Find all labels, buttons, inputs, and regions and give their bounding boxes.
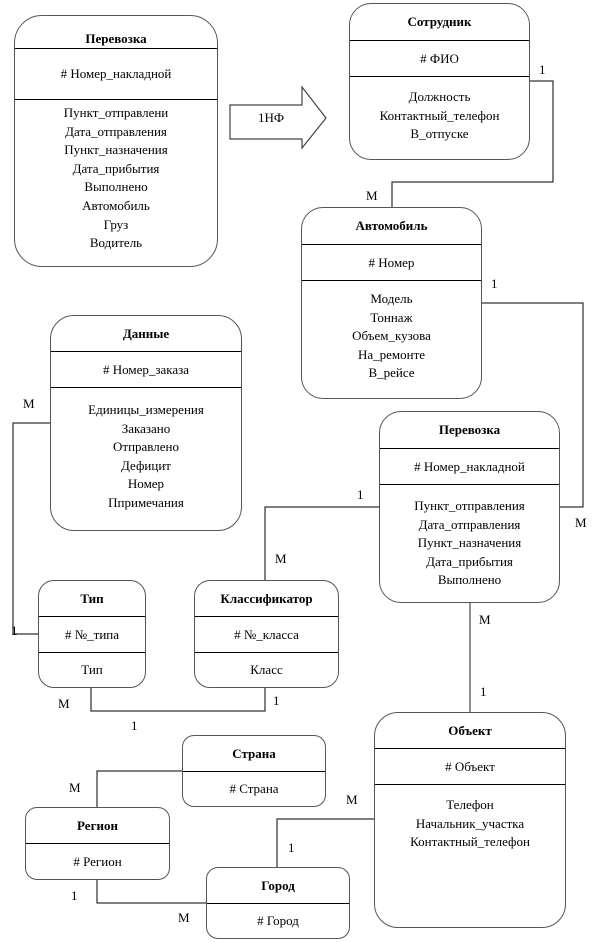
entity-attributes [380, 485, 559, 602]
cardinality-label: 1 [131, 718, 138, 733]
attribute: Дата_прибытия [72, 160, 160, 176]
line-tip-klassifikator [91, 688, 265, 711]
entity-key: # Номер_накладной [15, 49, 217, 100]
attribute: Выполнено [437, 572, 502, 587]
entity-perevozka-source[interactable] [14, 15, 218, 267]
cardinality-label: 1 [11, 623, 18, 638]
entity-title: Регион [26, 808, 169, 844]
attribute: В_рейсе [368, 365, 415, 380]
cardinality-label: 1 [357, 487, 364, 502]
attribute: Объем_кузова [352, 328, 431, 343]
cardinality-label: M [346, 792, 358, 807]
attribute: Тип [81, 662, 103, 677]
attribute: Единицы_измерения [88, 402, 204, 417]
entity-attributes [15, 100, 217, 266]
entity-attributes [375, 785, 565, 927]
cardinality-label: 1 [480, 684, 487, 699]
entity-title: Страна [183, 736, 325, 772]
entity-klassifikator[interactable] [194, 580, 339, 688]
entity-key: # Номер_накладной [380, 449, 559, 485]
line-perevozka-klassifikator [265, 507, 380, 580]
attribute: Телефон [446, 797, 494, 812]
entity-title: Объект [375, 713, 565, 749]
attribute: Класс [250, 662, 283, 677]
entity-attributes [51, 388, 241, 530]
line-strana-region [97, 771, 182, 807]
entity-title: Классификатор [195, 581, 338, 617]
entity-key: # Объект [375, 749, 565, 785]
entity-key: # №_типа [39, 617, 145, 653]
entity-key: # Страна [229, 781, 279, 796]
attribute: Модель [370, 291, 413, 306]
cardinality-label: 1 [71, 888, 78, 903]
attribute: Дефицит [121, 457, 171, 473]
attribute: В_отпуске [410, 126, 469, 141]
cardinality-label: M [23, 396, 35, 411]
entity-perevozka[interactable] [379, 411, 560, 603]
attribute: Груз [103, 216, 129, 232]
entity-dannye[interactable] [50, 315, 242, 531]
entity-title: Перевозка [15, 16, 217, 49]
entity-title: Город [207, 868, 349, 904]
entity-attributes [350, 77, 529, 159]
attribute: Начальник_участка [415, 815, 525, 831]
attribute: Пункт_отправления [414, 498, 525, 513]
entity-tip[interactable] [38, 580, 146, 688]
attribute: Водитель [89, 235, 143, 251]
entity-key: # ФИО [350, 41, 529, 77]
attribute: Дата_отправления [65, 123, 167, 139]
entity-key: # Регион [73, 853, 122, 869]
attribute: Номер [127, 476, 165, 491]
entity-sotrudnik[interactable] [349, 3, 530, 160]
entity-key: # №_класса [195, 617, 338, 653]
entity-avtomobil[interactable] [301, 207, 482, 399]
attribute: Тоннаж [370, 309, 413, 325]
entity-strana[interactable] [182, 735, 326, 807]
transition-label: 1НФ [258, 110, 285, 125]
attribute: Заказано [121, 420, 171, 436]
attribute: Дата_отправления [418, 516, 521, 532]
cardinality-label: M [69, 780, 81, 795]
cardinality-label: M [275, 551, 287, 566]
line-region-gorod [97, 880, 206, 903]
cardinality-label: 1 [273, 693, 280, 708]
cardinality-label: M [575, 515, 587, 530]
cardinality-label: 1 [491, 276, 498, 291]
cardinality-label: M [178, 910, 190, 925]
attribute: Пункт_отправлени [63, 105, 169, 120]
attribute: Контактный_телефон [410, 834, 530, 849]
entity-key: # Город [257, 913, 299, 928]
cardinality-label: 1 [539, 62, 546, 77]
entity-key: # Номер_заказа [51, 352, 241, 388]
attribute: Ппримечания [108, 494, 184, 510]
entity-region[interactable] [25, 807, 170, 880]
attribute: Отправлено [113, 439, 179, 454]
entity-title: Автомобиль [302, 208, 481, 245]
cardinality-label: M [366, 188, 378, 203]
entity-title: Сотрудник [350, 4, 529, 41]
attribute: Пункт_назначения [64, 142, 168, 158]
cardinality-label: M [58, 696, 70, 711]
entity-title: Данные [51, 316, 241, 352]
attribute: Пункт_назначения [417, 535, 522, 550]
attribute: На_ремонте [357, 346, 426, 362]
attribute: Контактный_телефон [379, 107, 500, 123]
entity-title: Тип [39, 581, 145, 617]
attribute: Автомобиль [82, 197, 150, 213]
entity-obekt[interactable] [374, 712, 566, 928]
attribute: Дата_прибытия [426, 553, 513, 569]
cardinality-label: 1 [288, 840, 295, 855]
cardinality-label: M [479, 612, 491, 627]
entity-attributes [302, 281, 481, 398]
entity-gorod[interactable] [206, 867, 350, 939]
entity-key: # Номер [302, 245, 481, 281]
attribute: Должность [408, 89, 471, 104]
entity-title: Перевозка [380, 412, 559, 449]
attribute: Выполнено [84, 179, 148, 195]
